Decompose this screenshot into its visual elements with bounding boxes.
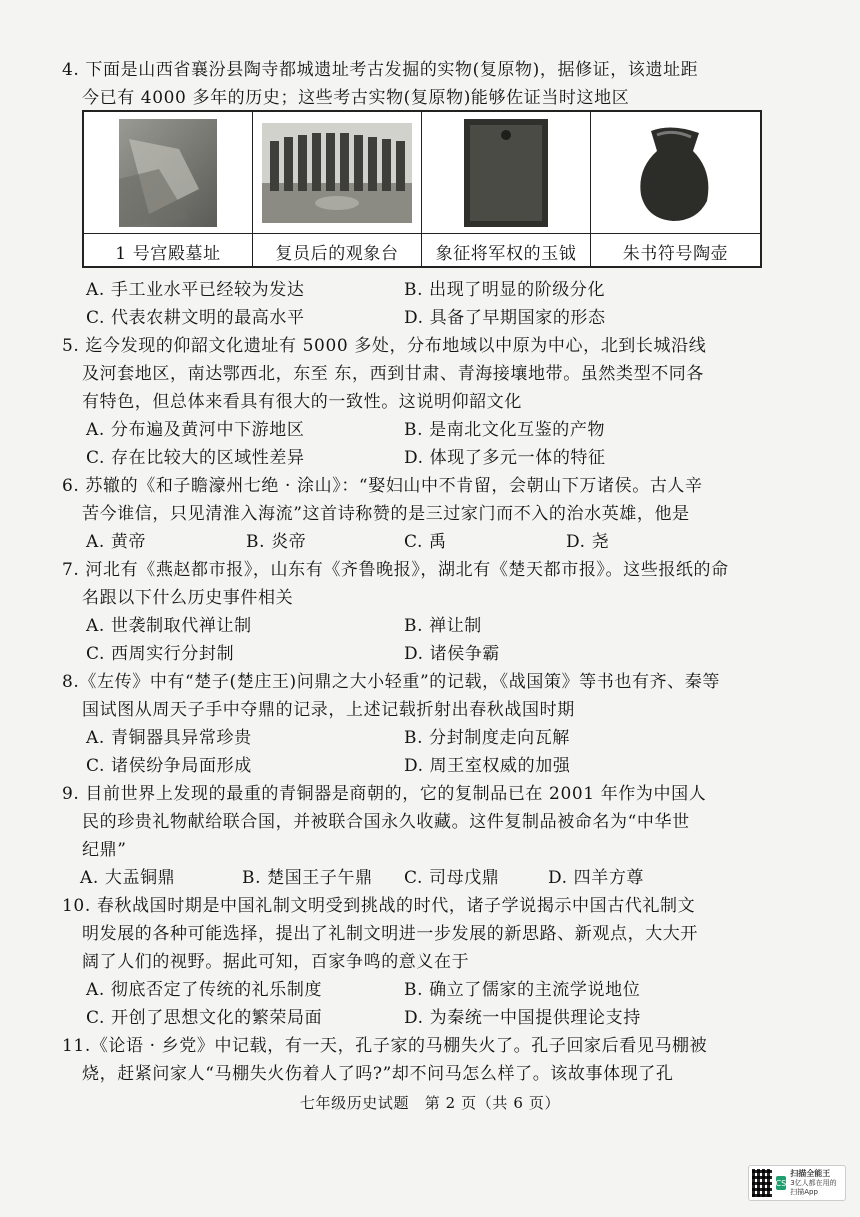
q9-stem-line1: 9. 目前世界上发现的最重的青铜器是商朝的，它的复制品已在 2001 年作为中国人 <box>62 784 707 804</box>
qr-code-icon <box>752 1169 772 1197</box>
q5-stem-line3: 有特色，但总体来看具有很大的一致性。这说明仰韶文化 <box>82 392 522 412</box>
caption-observatory: 复员后的观象台 <box>253 234 422 268</box>
q5-stem-line2: 及河套地区，南达鄂西北，东至 东，西到甘肃、青海接壤地带。虽然类型不同各 <box>82 364 705 384</box>
q6-option-d[interactable]: D. 尧 <box>566 532 610 552</box>
caption-palace: 1 号宫殿墓址 <box>84 234 253 268</box>
q5-option-d[interactable]: D. 体现了多元一体的特征 <box>404 448 606 468</box>
q10-stem-line1: 10. 春秋战国时期是中国礼制文明受到挑战的时代，诸子学说揭示中国古代礼制文 <box>62 896 696 916</box>
q4-option-a[interactable]: A. 手工业水平已经较为发达 <box>86 280 305 300</box>
q5-option-a[interactable]: A. 分布遍及黄河中下游地区 <box>86 420 305 440</box>
q4-option-d[interactable]: D. 具备了早期国家的形态 <box>404 308 606 328</box>
q11-stem-line1: 11.《论语 · 乡党》中记载，有一天，孔子家的马棚失火了。孔子回家后看见马棚被 <box>62 1036 708 1056</box>
q7-option-c[interactable]: C. 西周实行分封制 <box>86 644 235 664</box>
artifact-image-pottery-pot <box>591 112 760 234</box>
q10-stem-line2: 明发展的各种可能选择，提出了礼制文明进一步发展的新思路、新观点，大大开 <box>82 924 698 944</box>
q10-option-a[interactable]: A. 彻底否定了传统的礼乐制度 <box>86 980 323 1000</box>
question-8 <box>62 668 762 724</box>
q8-option-b[interactable]: B. 分封制度走向瓦解 <box>404 728 570 748</box>
question-4 <box>62 56 762 112</box>
q9-stem-line3: 纪鼎” <box>82 840 127 860</box>
question-11 <box>62 1032 762 1088</box>
q11-stem-line2: 烧，赶紧问家人“马棚失火伤着人了吗?”却不问马怎么样了。该故事体现了孔 <box>82 1064 674 1084</box>
q9-option-b[interactable]: B. 楚国王子午鼎 <box>242 868 373 888</box>
q6-option-b[interactable]: B. 炎帝 <box>246 532 307 552</box>
q7-option-a[interactable]: A. 世袭制取代禅让制 <box>86 616 252 636</box>
question-6 <box>62 472 762 528</box>
question-7 <box>62 556 762 612</box>
q6-option-a[interactable]: A. 黄帝 <box>86 532 147 552</box>
scanner-watermark <box>748 1165 846 1201</box>
q7-option-b[interactable]: B. 禅让制 <box>404 616 482 636</box>
q7-stem-line1: 7. 河北有《燕赵都市报》，山东有《齐鲁晚报》，湖北有《楚天都市报》。这些报纸的命 <box>62 560 729 580</box>
cs-logo-icon: CS <box>776 1176 787 1190</box>
caption-jade-axe: 象征将军权的玉钺 <box>422 234 591 268</box>
question-5 <box>62 332 762 416</box>
q9-option-c[interactable]: C. 司母戊鼎 <box>404 868 500 888</box>
question-9 <box>62 780 762 864</box>
q5-stem-line1: 5. 迄今发现的仰韶文化遗址有 5000 多处，分布地域以中原为中心，北到长城沿线 <box>62 336 707 356</box>
watermark-subtitle: 3亿人都在用的扫描App <box>790 1179 837 1196</box>
q10-option-b[interactable]: B. 确立了儒家的主流学说地位 <box>404 980 641 1000</box>
q9-stem-line2: 民的珍贵礼物献给联合国，并被联合国永久收藏。这件复制品被命名为“中华世 <box>82 812 690 832</box>
artifact-image-jade-axe <box>422 112 591 234</box>
q9-option-d[interactable]: D. 四羊方尊 <box>548 868 645 888</box>
q8-stem-line2: 国试图从周天子手中夺鼎的记录，上述记载折射出春秋战国时期 <box>82 700 575 720</box>
q4-stem-line1: 4. 下面是山西省襄汾县陶寺都城遗址考古发掘的实物(复原物)，据修证，该遗址距 <box>62 60 699 80</box>
q6-stem-line1: 6. 苏辙的《和子瞻濠州七绝 · 涂山》：“娶妇山中不肯留，会朝山下万诸侯。古人辛 <box>62 476 703 496</box>
watermark-title: 扫描全能王 <box>790 1169 831 1178</box>
artifact-table <box>82 110 762 268</box>
q4-stem-line2: 今已有 4000 多年的历史；这些考古实物(复原物)能够佐证当时这地区 <box>82 88 630 108</box>
q6-option-c[interactable]: C. 禹 <box>404 532 447 552</box>
question-10 <box>62 892 762 976</box>
q7-option-d[interactable]: D. 诸侯争霸 <box>404 644 501 664</box>
q10-option-c[interactable]: C. 开创了思想文化的繁荣局面 <box>86 1008 323 1028</box>
q4-option-b[interactable]: B. 出现了明显的阶级分化 <box>404 280 606 300</box>
q7-stem-line2: 名跟以下什么历史事件相关 <box>82 588 294 608</box>
q6-stem-line2: 苦今谁信，只见清淮入海流”这首诗称赞的是三过家门而不入的治水英雄，他是 <box>82 504 690 524</box>
q4-option-c[interactable]: C. 代表农耕文明的最高水平 <box>86 308 305 328</box>
q5-option-b[interactable]: B. 是南北文化互鉴的产物 <box>404 420 606 440</box>
q8-option-d[interactable]: D. 周王室权威的加强 <box>404 756 571 776</box>
page-footer: 七年级历史试题 第 2 页（共 6 页） <box>299 1094 561 1112</box>
q5-option-c[interactable]: C. 存在比较大的区域性差异 <box>86 448 305 468</box>
q10-stem-line3: 阔了人们的视野。据此可知，百家争鸣的意义在于 <box>82 952 470 972</box>
q9-option-a[interactable]: A. 大盂铜鼎 <box>80 868 176 888</box>
artifact-image-observatory <box>253 112 422 234</box>
q8-stem-line1: 8.《左传》中有“楚子(楚庄王)问鼎之大小轻重”的记载，《战国策》等书也有齐、秦等 <box>62 672 720 692</box>
q8-option-a[interactable]: A. 青铜器具异常珍贵 <box>86 728 252 748</box>
q10-option-d[interactable]: D. 为秦统一中国提供理论支持 <box>404 1008 641 1028</box>
caption-pottery-pot: 朱书符号陶壶 <box>622 243 729 264</box>
q8-option-c[interactable]: C. 诸侯纷争局面形成 <box>86 756 252 776</box>
artifact-image-palace <box>84 112 253 234</box>
